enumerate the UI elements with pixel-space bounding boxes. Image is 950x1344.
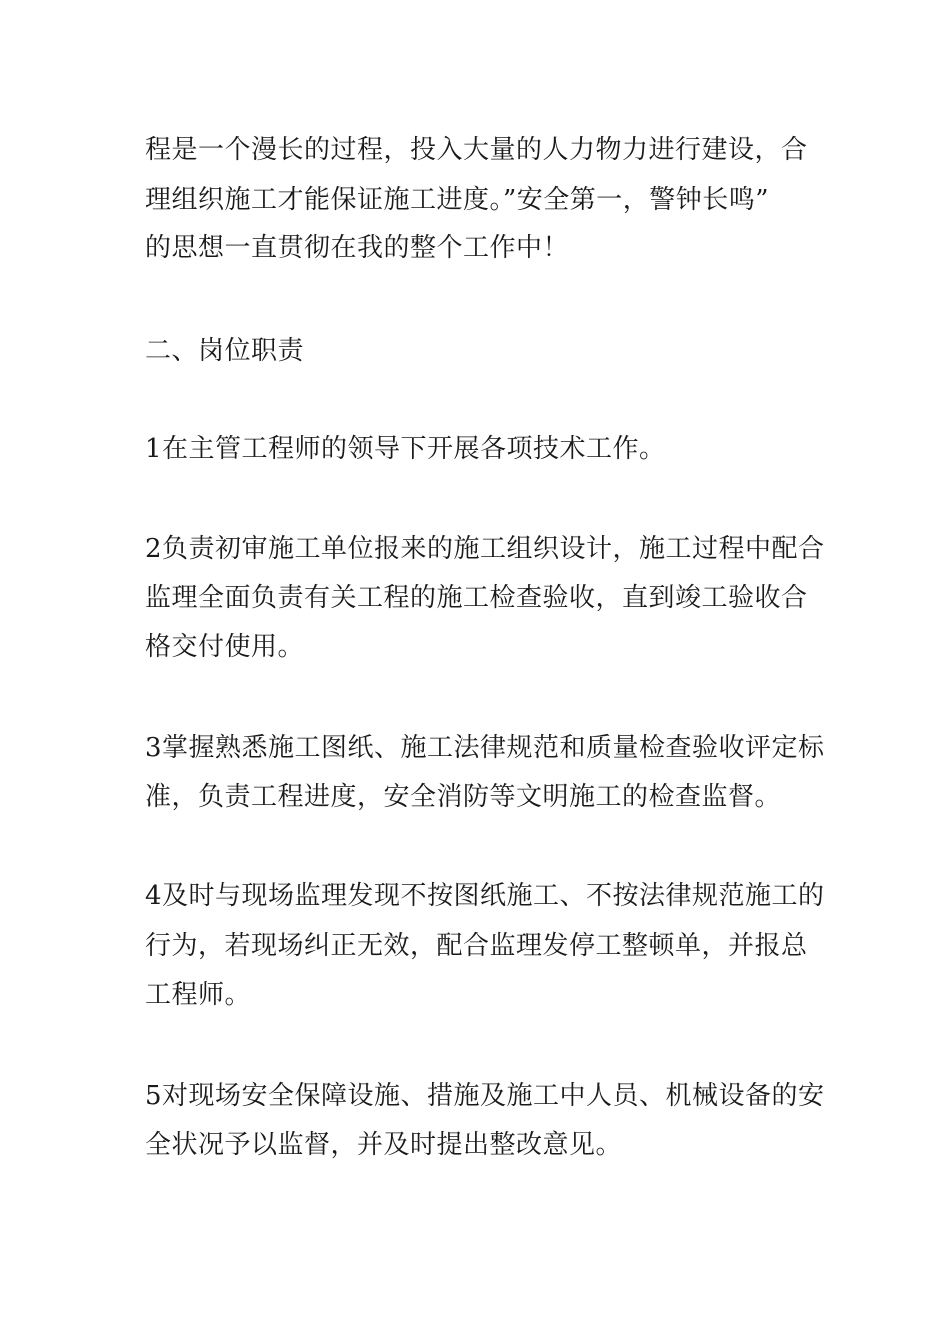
duty-3-line-1: 3掌握熟悉施工图纸、施工法律规范和质量检查验收评定标 — [145, 733, 825, 763]
duty-3-line-2: 准，负责工程进度，安全消防等文明施工的检查监督。 — [145, 782, 782, 812]
section-heading: 二、岗位职责 — [145, 336, 305, 366]
duty-2-line-1: 2负责初审施工单位报来的施工组织设计，施工过程中配合 — [145, 534, 825, 564]
intro-line-3: 的思想一直贯彻在我的整个工作中！ — [145, 233, 570, 263]
duty-4-line-1: 4及时与现场监理发现不按图纸施工、不按法律规范施工的 — [145, 881, 825, 911]
duty-1-line-1: 1在主管工程师的领导下开展各项技术工作。 — [145, 434, 666, 464]
duty-5-line-1: 5对现场安全保障设施、措施及施工中人员、机械设备的安 — [145, 1081, 825, 1111]
intro-line-2: 理组织施工才能保证施工进度。”安全第一，警钟长鸣” — [145, 185, 770, 215]
intro-line-1: 程是一个漫长的过程，投入大量的人力物力进行建设，合 — [145, 135, 808, 165]
duty-5-line-2: 全状况予以监督，并及时提出整改意见。 — [145, 1130, 623, 1160]
duty-2-line-3: 格交付使用。 — [145, 632, 305, 662]
duty-2-line-2: 监理全面负责有关工程的施工检查验收，直到竣工验收合 — [145, 583, 808, 613]
duty-4-line-2: 行为，若现场纠正无效，配合监理发停工整顿单，并报总 — [145, 931, 808, 961]
duty-4-line-3: 工程师。 — [145, 980, 252, 1010]
